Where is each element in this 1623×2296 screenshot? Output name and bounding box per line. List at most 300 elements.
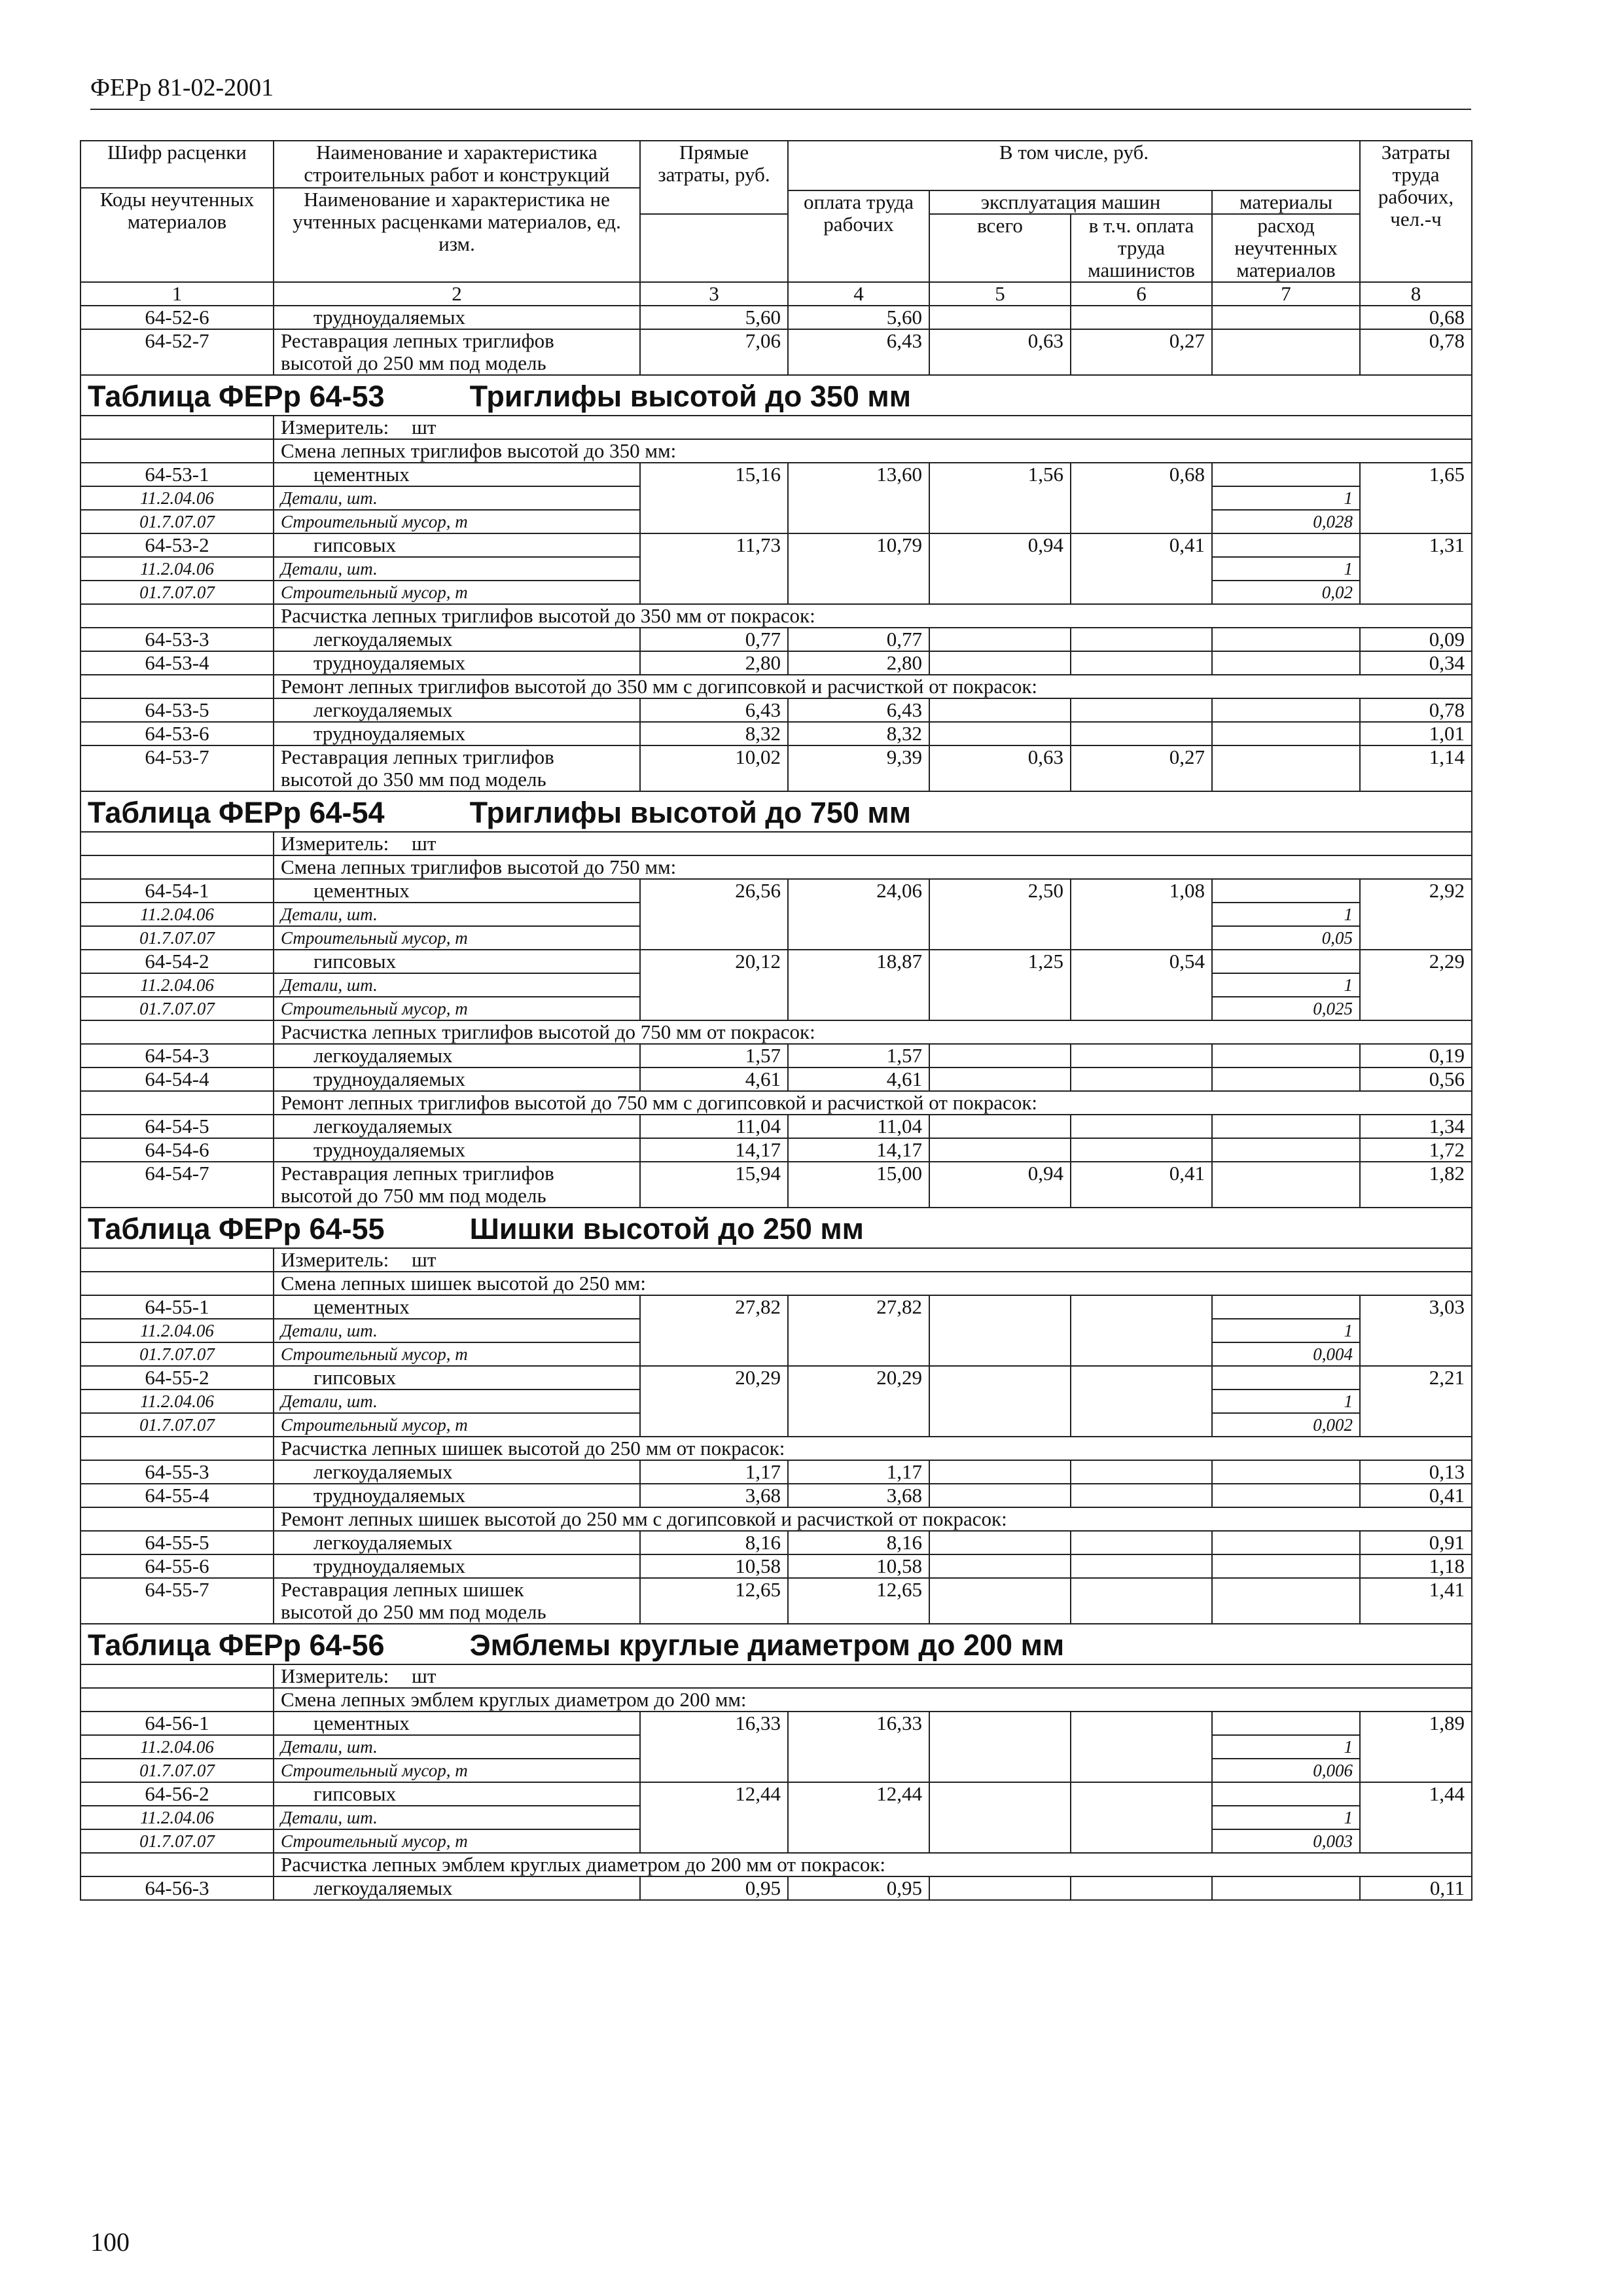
labor-hours: 1,18 bbox=[1360, 1554, 1472, 1578]
materials-cell bbox=[1212, 1162, 1360, 1208]
rate-code: 64-53-2 bbox=[80, 533, 274, 557]
table-title: Триглифы высотой до 750 мм bbox=[469, 796, 912, 829]
labor-pay: 10,58 bbox=[788, 1554, 929, 1578]
labor-hours: 0,91 bbox=[1360, 1531, 1472, 1554]
material-qty: 1 bbox=[1212, 557, 1360, 581]
materials-cell bbox=[1212, 628, 1360, 651]
material-code: 01.7.07.07 bbox=[80, 1413, 274, 1437]
labor-hours: 1,01 bbox=[1360, 722, 1472, 745]
table-row bbox=[80, 745, 1472, 791]
header-mat-unacc: расход неучтенных материалов bbox=[1212, 214, 1360, 282]
machinist-pay: 0,68 bbox=[1071, 463, 1212, 533]
material-name: Строительный мусор, т bbox=[274, 997, 640, 1020]
machinist-pay bbox=[1071, 628, 1212, 651]
rate-code: 64-55-7 bbox=[80, 1578, 274, 1624]
table-heading-row bbox=[80, 375, 1472, 416]
table-row bbox=[80, 1115, 1472, 1138]
direct-cost: 6,43 bbox=[640, 698, 788, 722]
rate-name: цементных bbox=[274, 879, 640, 903]
rate-code: 64-56-3 bbox=[80, 1876, 274, 1900]
table-row bbox=[80, 950, 1472, 973]
material-qty: 1 bbox=[1212, 1319, 1360, 1342]
table-heading bbox=[80, 791, 1472, 832]
machines-total bbox=[929, 1712, 1071, 1782]
rate-name: легкоудаляемых bbox=[274, 1115, 640, 1138]
labor-pay: 8,32 bbox=[788, 722, 929, 745]
rate-name: цементных bbox=[274, 1295, 640, 1319]
labor-hours: 1,72 bbox=[1360, 1138, 1472, 1162]
direct-cost: 12,44 bbox=[640, 1782, 788, 1853]
measure-unit: шт bbox=[412, 416, 437, 439]
rate-name-line: высотой до 250 мм под модель bbox=[281, 1600, 546, 1623]
group-label: Ремонт лепных триглифов высотой до 350 мм с догипсовкой и расчисткой от покрасок: bbox=[274, 675, 1472, 698]
labor-hours: 1,14 bbox=[1360, 745, 1472, 791]
rate-code: 64-54-3 bbox=[80, 1044, 274, 1067]
rate-code: 64-54-7 bbox=[80, 1162, 274, 1208]
labor-hours: 0,41 bbox=[1360, 1484, 1472, 1507]
labor-pay: 1,57 bbox=[788, 1044, 929, 1067]
table-row bbox=[80, 1782, 1472, 1806]
rate-name: цементных bbox=[274, 1712, 640, 1735]
empty-cell bbox=[80, 1248, 274, 1272]
direct-cost: 15,94 bbox=[640, 1162, 788, 1208]
labor-hours: 0,78 bbox=[1360, 698, 1472, 722]
table-row bbox=[80, 1578, 1472, 1624]
rate-code: 64-52-6 bbox=[80, 306, 274, 329]
direct-cost: 27,82 bbox=[640, 1295, 788, 1366]
document-header: ФЕРр 81-02-2001 bbox=[90, 74, 274, 101]
materials-cell bbox=[1212, 533, 1360, 557]
group-label: Ремонт лепных шишек высотой до 250 мм с догипсовкой и расчисткой от покрасок: bbox=[274, 1507, 1472, 1531]
machines-total bbox=[929, 1138, 1071, 1162]
labor-pay: 15,00 bbox=[788, 1162, 929, 1208]
direct-cost: 4,61 bbox=[640, 1067, 788, 1091]
table-row bbox=[80, 463, 1472, 486]
header-total: всего bbox=[929, 214, 1071, 282]
rate-name: цементных bbox=[274, 463, 640, 486]
empty-cell bbox=[80, 1437, 274, 1460]
machinist-pay bbox=[1071, 1531, 1212, 1554]
material-code: 01.7.07.07 bbox=[80, 1342, 274, 1366]
rate-code: 64-54-1 bbox=[80, 879, 274, 903]
machines-total bbox=[929, 1578, 1071, 1624]
header-machines: эксплуатация машин bbox=[929, 190, 1212, 214]
rate-name-line: высотой до 250 мм под модель bbox=[281, 351, 546, 374]
empty-cell bbox=[80, 1853, 274, 1876]
material-qty: 0,02 bbox=[1212, 581, 1360, 604]
group-row bbox=[80, 1091, 1472, 1115]
direct-cost: 11,04 bbox=[640, 1115, 788, 1138]
table-row bbox=[80, 306, 1472, 329]
machines-total: 0,94 bbox=[929, 533, 1071, 604]
material-name: Детали, шт. bbox=[274, 1319, 640, 1342]
measure-row bbox=[80, 416, 1472, 439]
labor-hours: 1,82 bbox=[1360, 1162, 1472, 1208]
material-code: 11.2.04.06 bbox=[80, 1735, 274, 1759]
machinist-pay bbox=[1071, 698, 1212, 722]
direct-cost: 10,58 bbox=[640, 1554, 788, 1578]
table-row bbox=[80, 1162, 1472, 1208]
machinist-pay: 1,08 bbox=[1071, 879, 1212, 950]
empty-cell bbox=[80, 1020, 274, 1044]
direct-cost: 8,32 bbox=[640, 722, 788, 745]
direct-cost: 0,95 bbox=[640, 1876, 788, 1900]
machines-total bbox=[929, 306, 1071, 329]
material-code: 11.2.04.06 bbox=[80, 1806, 274, 1829]
empty-cell bbox=[80, 439, 274, 463]
material-name: Строительный мусор, т bbox=[274, 510, 640, 533]
empty-cell bbox=[80, 855, 274, 879]
labor-hours: 3,03 bbox=[1360, 1295, 1472, 1366]
group-label: Смена лепных триглифов высотой до 350 мм: bbox=[274, 439, 1472, 463]
machinist-pay bbox=[1071, 1554, 1212, 1578]
measure-label: Измеритель: bbox=[281, 832, 389, 855]
table-heading bbox=[80, 375, 1472, 416]
material-code: 01.7.07.07 bbox=[80, 926, 274, 950]
header-rule bbox=[90, 109, 1471, 110]
material-name: Детали, шт. bbox=[274, 1735, 640, 1759]
machines-total: 0,63 bbox=[929, 745, 1071, 791]
group-row bbox=[80, 604, 1472, 628]
material-qty: 1 bbox=[1212, 486, 1360, 510]
machines-total bbox=[929, 1531, 1071, 1554]
materials-cell bbox=[1212, 1067, 1360, 1091]
labor-pay: 18,87 bbox=[788, 950, 929, 1020]
machinist-pay bbox=[1071, 1044, 1212, 1067]
labor-hours: 1,41 bbox=[1360, 1578, 1472, 1624]
group-row bbox=[80, 1853, 1472, 1876]
rate-name bbox=[274, 745, 640, 791]
group-row bbox=[80, 439, 1472, 463]
material-name: Детали, шт. bbox=[274, 1390, 640, 1413]
page-number: 100 bbox=[90, 2227, 130, 2257]
material-code: 11.2.04.06 bbox=[80, 1319, 274, 1342]
table-heading bbox=[80, 1624, 1472, 1664]
machines-total: 2,50 bbox=[929, 879, 1071, 950]
measure-cell bbox=[274, 416, 1472, 439]
table-row bbox=[80, 651, 1472, 675]
material-name: Строительный мусор, т bbox=[274, 926, 640, 950]
table-id: Таблица ФЕРр 64-54 bbox=[88, 796, 385, 829]
header-name: Наименование и характеристика строительных работ и конструкций bbox=[274, 141, 640, 188]
empty-cell bbox=[80, 1688, 274, 1712]
measure-row bbox=[80, 1248, 1472, 1272]
machines-total bbox=[929, 651, 1071, 675]
materials-cell bbox=[1212, 879, 1360, 903]
header-name2: Наименование и характеристика не учтенных расценками материалов, ед. изм. bbox=[274, 188, 640, 282]
materials-cell bbox=[1212, 306, 1360, 329]
materials-cell bbox=[1212, 1484, 1360, 1507]
group-label: Расчистка лепных эмблем круглых диаметром до 200 мм от покрасок: bbox=[274, 1853, 1472, 1876]
rate-code: 64-55-3 bbox=[80, 1460, 274, 1484]
labor-pay: 8,16 bbox=[788, 1531, 929, 1554]
header-labor-cost: Затраты труда рабочих, чел.-ч bbox=[1360, 141, 1472, 282]
rate-code: 64-53-7 bbox=[80, 745, 274, 791]
measure-label: Измеритель: bbox=[281, 1664, 389, 1687]
machinist-pay bbox=[1071, 1578, 1212, 1624]
materials-cell bbox=[1212, 950, 1360, 973]
machines-total bbox=[929, 1366, 1071, 1437]
labor-hours: 2,21 bbox=[1360, 1366, 1472, 1437]
table-row bbox=[80, 1484, 1472, 1507]
labor-pay: 20,29 bbox=[788, 1366, 929, 1437]
materials-cell bbox=[1212, 698, 1360, 722]
materials-cell bbox=[1212, 1295, 1360, 1319]
group-row bbox=[80, 1437, 1472, 1460]
material-name: Детали, шт. bbox=[274, 1806, 640, 1829]
materials-cell bbox=[1212, 1115, 1360, 1138]
measure-unit: шт bbox=[412, 1664, 437, 1687]
materials-cell bbox=[1212, 1366, 1360, 1390]
machinist-pay: 0,41 bbox=[1071, 533, 1212, 604]
rate-name-line: высотой до 750 мм под модель bbox=[281, 1184, 546, 1207]
labor-hours: 1,34 bbox=[1360, 1115, 1472, 1138]
empty-cell bbox=[80, 604, 274, 628]
rate-name-line: Реставрация лепных шишек bbox=[281, 1578, 524, 1601]
materials-cell bbox=[1212, 1460, 1360, 1484]
material-code: 11.2.04.06 bbox=[80, 973, 274, 997]
direct-cost: 8,16 bbox=[640, 1531, 788, 1554]
measure-unit: шт bbox=[412, 1248, 437, 1271]
rate-name: гипсовых bbox=[274, 1782, 640, 1806]
table-title: Шишки высотой до 250 мм bbox=[469, 1212, 864, 1246]
direct-cost: 3,68 bbox=[640, 1484, 788, 1507]
col-number: 1 bbox=[80, 282, 274, 306]
machines-total bbox=[929, 1067, 1071, 1091]
rate-name: легкоудаляемых bbox=[274, 1876, 640, 1900]
rate-code: 64-54-5 bbox=[80, 1115, 274, 1138]
labor-pay: 27,82 bbox=[788, 1295, 929, 1366]
machines-total bbox=[929, 1460, 1071, 1484]
direct-cost: 1,57 bbox=[640, 1044, 788, 1067]
table-title: Эмблемы круглые диаметром до 200 мм bbox=[469, 1628, 1065, 1662]
measure-cell bbox=[274, 1664, 1472, 1688]
col-number: 2 bbox=[274, 282, 640, 306]
materials-cell bbox=[1212, 651, 1360, 675]
labor-hours: 1,89 bbox=[1360, 1712, 1472, 1782]
rate-code: 64-54-2 bbox=[80, 950, 274, 973]
labor-pay: 11,04 bbox=[788, 1115, 929, 1138]
material-code: 11.2.04.06 bbox=[80, 486, 274, 510]
rates-table bbox=[80, 140, 1472, 1901]
direct-cost: 5,60 bbox=[640, 306, 788, 329]
material-code: 11.2.04.06 bbox=[80, 903, 274, 926]
rate-code: 64-55-5 bbox=[80, 1531, 274, 1554]
labor-pay: 13,60 bbox=[788, 463, 929, 533]
material-name: Детали, шт. bbox=[274, 903, 640, 926]
machinist-pay bbox=[1071, 722, 1212, 745]
machinist-pay: 0,54 bbox=[1071, 950, 1212, 1020]
col-number: 4 bbox=[788, 282, 929, 306]
machinist-pay: 0,27 bbox=[1071, 329, 1212, 375]
material-qty: 0,003 bbox=[1212, 1829, 1360, 1853]
machines-total: 1,25 bbox=[929, 950, 1071, 1020]
labor-pay: 10,79 bbox=[788, 533, 929, 604]
labor-hours: 0,11 bbox=[1360, 1876, 1472, 1900]
labor-pay: 1,17 bbox=[788, 1460, 929, 1484]
direct-cost: 20,29 bbox=[640, 1366, 788, 1437]
table-row bbox=[80, 1460, 1472, 1484]
machines-total bbox=[929, 1554, 1071, 1578]
rate-code: 64-52-7 bbox=[80, 329, 274, 375]
direct-cost: 14,17 bbox=[640, 1138, 788, 1162]
rate-code: 64-55-1 bbox=[80, 1295, 274, 1319]
empty-cell bbox=[80, 416, 274, 439]
labor-hours: 0,13 bbox=[1360, 1460, 1472, 1484]
direct-cost: 16,33 bbox=[640, 1712, 788, 1782]
rate-name: трудноудаляемых bbox=[274, 651, 640, 675]
rate-name: гипсовых bbox=[274, 950, 640, 973]
labor-pay: 6,43 bbox=[788, 698, 929, 722]
rate-code: 64-53-5 bbox=[80, 698, 274, 722]
labor-hours: 0,68 bbox=[1360, 306, 1472, 329]
group-label: Смена лепных эмблем круглых диаметром до 200 мм: bbox=[274, 1688, 1472, 1712]
labor-hours: 1,65 bbox=[1360, 463, 1472, 533]
labor-pay: 5,60 bbox=[788, 306, 929, 329]
material-code: 11.2.04.06 bbox=[80, 557, 274, 581]
rate-name-line: Реставрация лепных триглифов bbox=[281, 1162, 554, 1185]
material-code: 01.7.07.07 bbox=[80, 1759, 274, 1782]
material-qty: 0,006 bbox=[1212, 1759, 1360, 1782]
col-number: 5 bbox=[929, 282, 1071, 306]
machinist-pay bbox=[1071, 1782, 1212, 1853]
direct-cost: 26,56 bbox=[640, 879, 788, 950]
material-code: 01.7.07.07 bbox=[80, 1829, 274, 1853]
rate-name-line: высотой до 350 мм под модель bbox=[281, 768, 546, 791]
table-title: Триглифы высотой до 350 мм bbox=[469, 380, 912, 413]
machinist-pay bbox=[1071, 1460, 1212, 1484]
table-row bbox=[80, 1531, 1472, 1554]
materials-cell bbox=[1212, 463, 1360, 486]
labor-pay: 6,43 bbox=[788, 329, 929, 375]
labor-pay: 12,65 bbox=[788, 1578, 929, 1624]
labor-hours: 0,78 bbox=[1360, 329, 1472, 375]
empty-cell bbox=[80, 1507, 274, 1531]
machines-total bbox=[929, 1484, 1071, 1507]
measure-label: Измеритель: bbox=[281, 1248, 389, 1271]
material-qty: 1 bbox=[1212, 1806, 1360, 1829]
rate-code: 64-54-6 bbox=[80, 1138, 274, 1162]
machinist-pay bbox=[1071, 1366, 1212, 1437]
header-direct: Прямые затраты, руб. bbox=[640, 141, 788, 214]
direct-cost: 10,02 bbox=[640, 745, 788, 791]
direct-cost: 20,12 bbox=[640, 950, 788, 1020]
materials-cell bbox=[1212, 1876, 1360, 1900]
table-row bbox=[80, 1295, 1472, 1319]
material-name: Детали, шт. bbox=[274, 486, 640, 510]
material-code: 01.7.07.07 bbox=[80, 581, 274, 604]
measure-row bbox=[80, 1664, 1472, 1688]
table-row bbox=[80, 1712, 1472, 1735]
table-row bbox=[80, 1138, 1472, 1162]
header-incl-op: в т.ч. оплата труда машинистов bbox=[1071, 214, 1212, 282]
machinist-pay bbox=[1071, 1484, 1212, 1507]
rate-code: 64-53-3 bbox=[80, 628, 274, 651]
labor-pay: 9,39 bbox=[788, 745, 929, 791]
rate-name: трудноудаляемых bbox=[274, 1484, 640, 1507]
group-row bbox=[80, 1507, 1472, 1531]
labor-pay: 0,77 bbox=[788, 628, 929, 651]
rate-code: 64-54-4 bbox=[80, 1067, 274, 1091]
material-qty: 1 bbox=[1212, 903, 1360, 926]
material-qty: 1 bbox=[1212, 1735, 1360, 1759]
table-row bbox=[80, 628, 1472, 651]
table-heading-row bbox=[80, 791, 1472, 832]
group-label: Смена лепных шишек высотой до 250 мм: bbox=[274, 1272, 1472, 1295]
machinist-pay bbox=[1071, 306, 1212, 329]
table-heading-row bbox=[80, 1208, 1472, 1248]
measure-unit: шт bbox=[412, 832, 437, 855]
col-number: 6 bbox=[1071, 282, 1212, 306]
material-qty: 1 bbox=[1212, 973, 1360, 997]
material-qty: 1 bbox=[1212, 1390, 1360, 1413]
rate-name: гипсовых bbox=[274, 1366, 640, 1390]
rate-name bbox=[274, 1578, 640, 1624]
labor-pay: 14,17 bbox=[788, 1138, 929, 1162]
machines-total bbox=[929, 698, 1071, 722]
group-row bbox=[80, 1020, 1472, 1044]
measure-cell bbox=[274, 832, 1472, 855]
rate-name: трудноудаляемых bbox=[274, 1138, 640, 1162]
materials-cell bbox=[1212, 1531, 1360, 1554]
machines-total bbox=[929, 1782, 1071, 1853]
rate-name-line: Реставрация лепных триглифов bbox=[281, 745, 554, 768]
machines-total bbox=[929, 1115, 1071, 1138]
machines-total bbox=[929, 1876, 1071, 1900]
measure-label: Измеритель: bbox=[281, 416, 389, 439]
material-name: Строительный мусор, т bbox=[274, 1829, 640, 1853]
table-row bbox=[80, 1366, 1472, 1390]
material-qty: 0,002 bbox=[1212, 1413, 1360, 1437]
material-code: 01.7.07.07 bbox=[80, 997, 274, 1020]
labor-pay: 24,06 bbox=[788, 879, 929, 950]
direct-cost: 15,16 bbox=[640, 463, 788, 533]
table-row bbox=[80, 1044, 1472, 1067]
rate-code: 64-55-2 bbox=[80, 1366, 274, 1390]
col-number: 7 bbox=[1212, 282, 1360, 306]
machinist-pay bbox=[1071, 1067, 1212, 1091]
empty-cell bbox=[80, 1091, 274, 1115]
machinist-pay bbox=[1071, 1712, 1212, 1782]
table-row bbox=[80, 879, 1472, 903]
machines-total: 1,56 bbox=[929, 463, 1071, 533]
direct-cost: 11,73 bbox=[640, 533, 788, 604]
direct-cost: 7,06 bbox=[640, 329, 788, 375]
material-qty: 0,025 bbox=[1212, 997, 1360, 1020]
material-qty: 0,028 bbox=[1212, 510, 1360, 533]
machines-total bbox=[929, 722, 1071, 745]
empty-cell bbox=[80, 1664, 274, 1688]
machines-total: 0,63 bbox=[929, 329, 1071, 375]
group-label: Расчистка лепных триглифов высотой до 750 мм от покрасок: bbox=[274, 1020, 1472, 1044]
measure-cell bbox=[274, 1248, 1472, 1272]
direct-cost: 2,80 bbox=[640, 651, 788, 675]
machinist-pay bbox=[1071, 651, 1212, 675]
rate-name: гипсовых bbox=[274, 533, 640, 557]
material-name: Детали, шт. bbox=[274, 973, 640, 997]
material-name: Строительный мусор, т bbox=[274, 581, 640, 604]
table-heading bbox=[80, 1208, 1472, 1248]
labor-pay: 0,95 bbox=[788, 1876, 929, 1900]
rate-code: 64-55-6 bbox=[80, 1554, 274, 1578]
material-name: Детали, шт. bbox=[274, 557, 640, 581]
group-label: Ремонт лепных триглифов высотой до 750 мм с догипсовкой и расчисткой от покрасок: bbox=[274, 1091, 1472, 1115]
rate-name: легкоудаляемых bbox=[274, 628, 640, 651]
machinist-pay bbox=[1071, 1876, 1212, 1900]
rate-name: легкоудаляемых bbox=[274, 1460, 640, 1484]
rate-name: трудноудаляемых bbox=[274, 306, 640, 329]
labor-hours: 2,29 bbox=[1360, 950, 1472, 1020]
